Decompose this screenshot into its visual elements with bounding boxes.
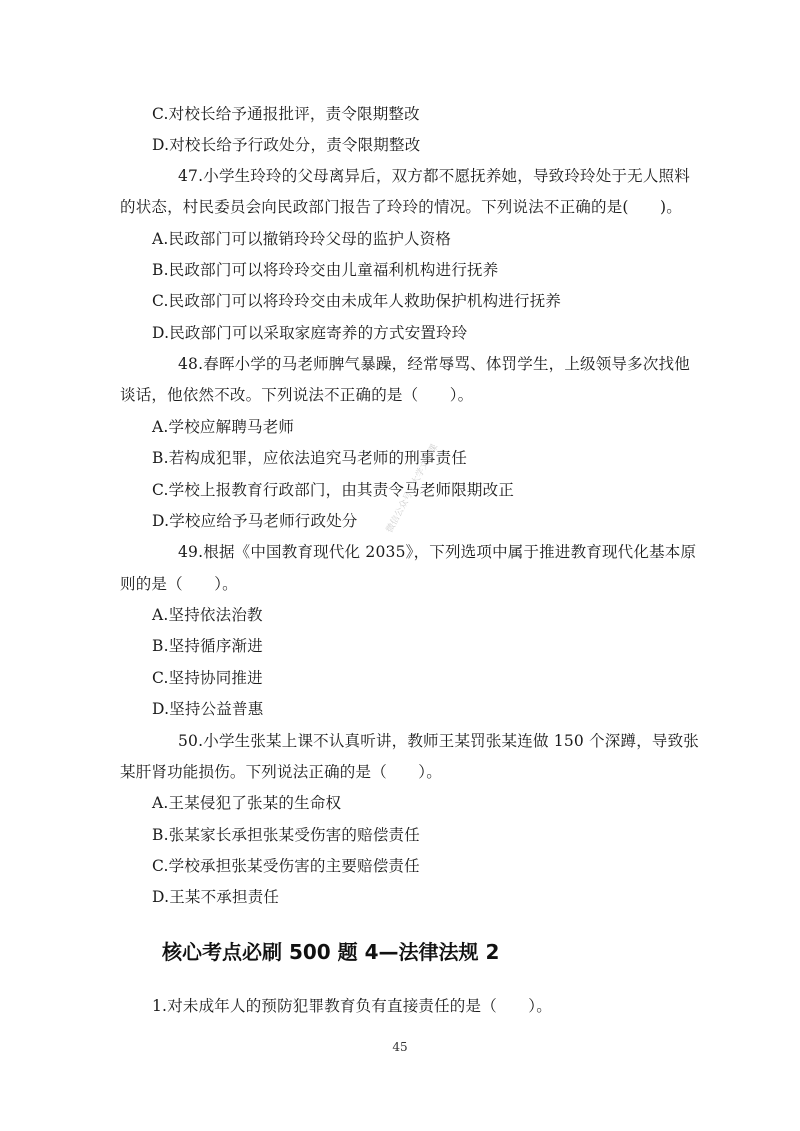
option-d-q47: D.民政部门可以采取家庭寄养的方式安置玲玲 (152, 324, 468, 342)
section-title: 核心考点必刷 500 题 4—法律法规 2 (162, 940, 500, 964)
option-a-q49: A.坚持依法治教 (152, 606, 263, 624)
option-c-q49: C.坚持协同推进 (152, 669, 263, 687)
option-d-q46: D.对校长给予行政处分，责令限期整改 (152, 136, 421, 154)
question-49-cont: 则的是（ ）。 (120, 575, 238, 593)
option-c-q46: C.对校长给予通报批评，责令限期整改 (152, 105, 420, 123)
watermark: 微信公众号 / 大学文化课 (385, 442, 441, 535)
question-48: 48.春晖小学的马老师脾气暴躁，经常辱骂、体罚学生，上级领导多次找他 (178, 355, 690, 373)
question-49: 49.根据《中国教育现代化 2035》，下列选项中属于推进教育现代化基本原 (178, 543, 697, 561)
option-d-q50: D.王某不承担责任 (152, 888, 280, 906)
option-b-q49: B.坚持循序渐进 (152, 637, 263, 655)
option-c-q50: C.学校承担张某受伤害的主要赔偿责任 (152, 857, 420, 875)
question-50: 50.小学生张某上课不认真听讲，教师王某罚张某连做 150 个深蹲，导致张 (178, 732, 699, 750)
question-48-cont: 谈话，他依然不改。下列说法不正确的是（ ）。 (120, 386, 474, 404)
option-b-q50: B.张某家长承担张某受伤害的赔偿责任 (152, 826, 420, 844)
option-a-q47: A.民政部门可以撤销玲玲父母的监护人资格 (152, 230, 452, 248)
question-50-cont: 某肝肾功能损伤。下列说法正确的是（ ）。 (120, 763, 442, 781)
question-47-cont: 的状态，村民委员会向民政部门报告了玲玲的情况。下列说法不正确的是( )。 (120, 198, 682, 216)
option-b-q47: B.民政部门可以将玲玲交由儿童福利机构进行抚养 (152, 261, 499, 279)
option-d-q48: D.学校应给予马老师行政处分 (152, 512, 358, 530)
page-number: 45 (392, 1040, 408, 1054)
option-a-q50: A.王某侵犯了张某的生命权 (152, 794, 342, 812)
option-c-q48: C.学校上报教育行政部门，由其责令马老师限期改正 (152, 481, 515, 499)
option-b-q48: B.若构成犯罪，应依法追究马老师的刑事责任 (152, 449, 468, 467)
option-c-q47: C.民政部门可以将玲玲交由未成年人救助保护机构进行抚养 (152, 292, 562, 310)
question-47: 47.小学生玲玲的父母离异后，双方都不愿抚养她，导致玲玲处于无人照料 (178, 167, 690, 185)
next-question-1: 1.对未成年人的预防犯罪教育负有直接责任的是（ ）。 (152, 997, 552, 1015)
option-d-q49: D.坚持公益普惠 (152, 700, 264, 718)
option-a-q48: A.学校应解聘马老师 (152, 418, 295, 436)
